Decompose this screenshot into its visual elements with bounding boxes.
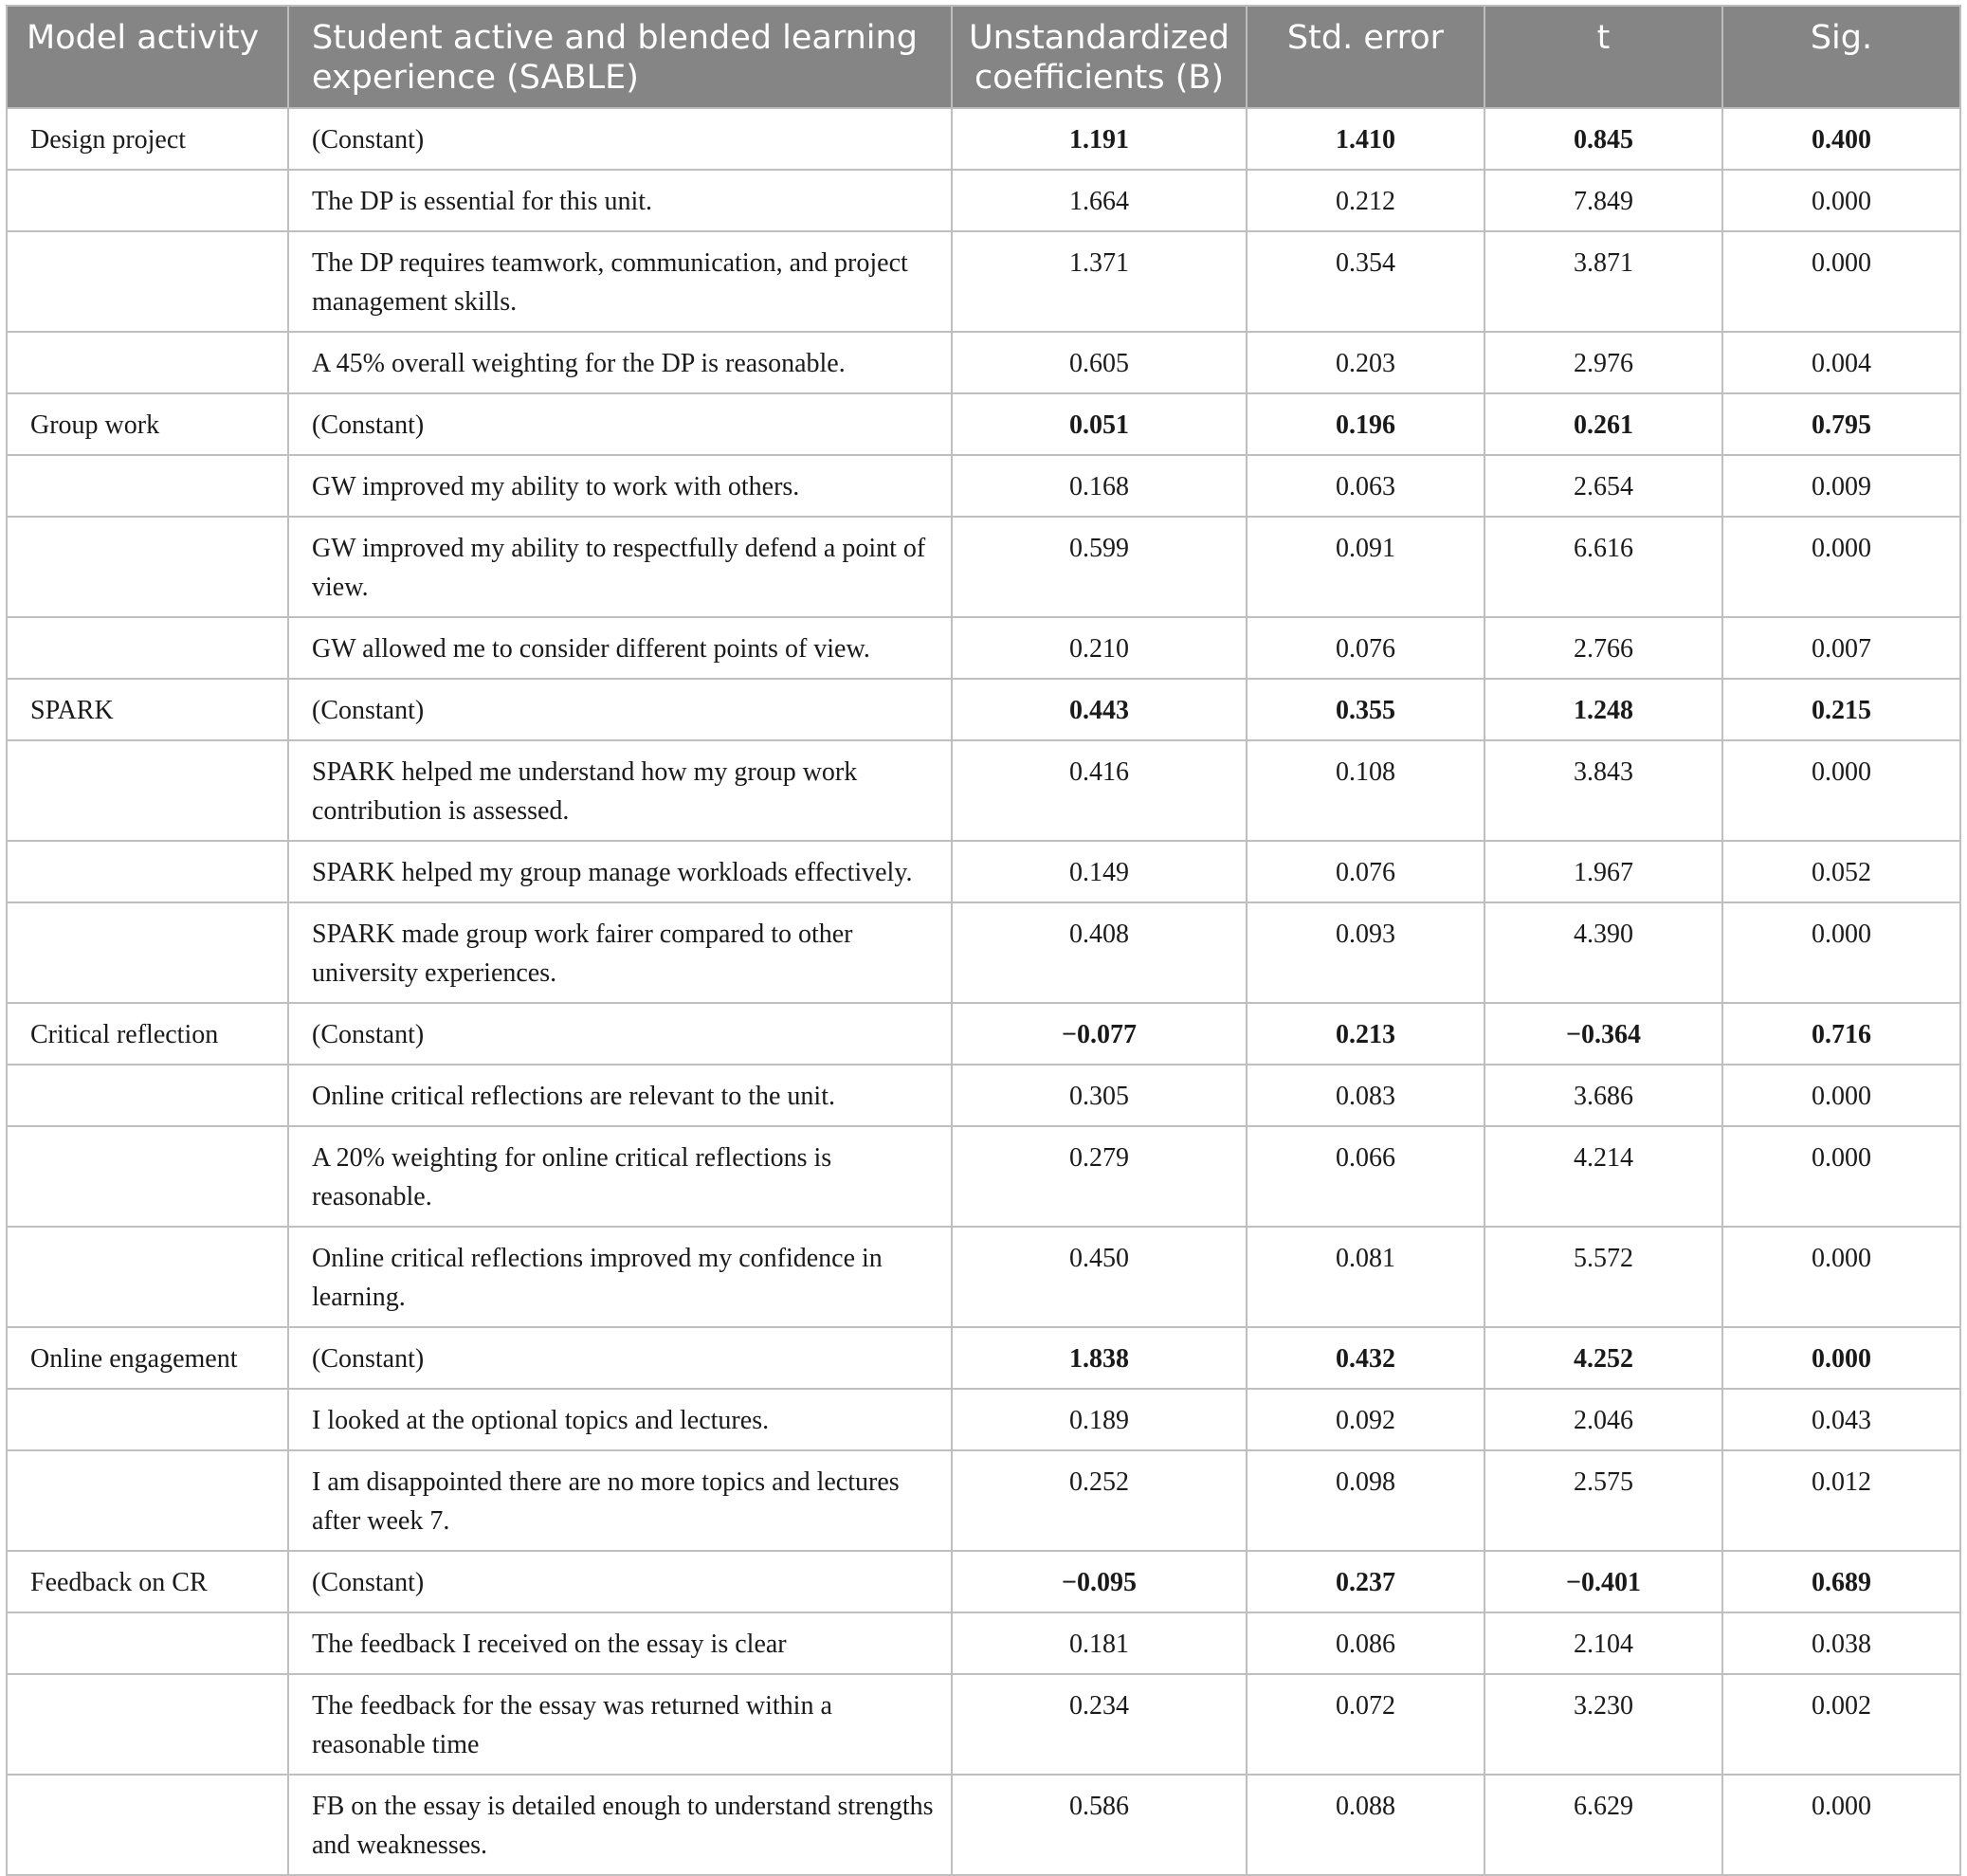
std-error-cell: 0.088 <box>1247 1775 1484 1875</box>
std-error-cell: 0.212 <box>1247 170 1484 231</box>
coefficient-b-cell: 0.252 <box>952 1450 1247 1551</box>
sig-value-cell: 0.000 <box>1722 170 1960 231</box>
sig-value-cell: 0.000 <box>1722 1065 1960 1126</box>
coefficient-b-cell: 0.279 <box>952 1126 1247 1227</box>
coefficient-b-cell: 0.210 <box>952 617 1247 679</box>
table-row <box>7 231 1960 332</box>
model-activity-cell <box>7 170 288 231</box>
sable-item-cell: SPARK helped me understand how my group work contribution is assessed. <box>288 740 952 841</box>
table-row <box>7 455 1960 517</box>
header-t: t <box>1484 6 1722 108</box>
std-error-cell: 0.063 <box>1247 455 1484 517</box>
sable-item-cell: The DP requires teamwork, communication, and project management skills. <box>288 231 952 332</box>
coefficient-b-cell: 0.443 <box>952 679 1247 740</box>
sig-value-cell: 0.002 <box>1722 1674 1960 1775</box>
std-error-cell: 0.108 <box>1247 740 1484 841</box>
coefficient-b-cell: 0.416 <box>952 740 1247 841</box>
std-error-cell: 0.081 <box>1247 1227 1484 1327</box>
t-value-cell: −0.364 <box>1484 1003 1722 1065</box>
std-error-cell: 0.066 <box>1247 1126 1484 1227</box>
model-activity-cell: SPARK <box>7 679 288 740</box>
sable-item-cell: Online critical reflections are relevant to the unit. <box>288 1065 952 1126</box>
regression-table <box>6 5 1961 1876</box>
sig-value-cell: 0.000 <box>1722 1227 1960 1327</box>
std-error-cell: 0.076 <box>1247 841 1484 902</box>
model-activity-cell <box>7 332 288 393</box>
sig-value-cell: 0.000 <box>1722 517 1960 617</box>
t-value-cell: 4.214 <box>1484 1126 1722 1227</box>
std-error-cell: 0.072 <box>1247 1674 1484 1775</box>
model-activity-cell <box>7 841 288 902</box>
coefficient-b-cell: 0.051 <box>952 393 1247 455</box>
sig-value-cell: 0.000 <box>1722 1327 1960 1389</box>
sable-item-cell: (Constant) <box>288 1551 952 1612</box>
sable-item-cell: I looked at the optional topics and lectures. <box>288 1389 952 1450</box>
sig-value-cell: 0.689 <box>1722 1551 1960 1612</box>
std-error-cell: 0.196 <box>1247 393 1484 455</box>
table-row <box>7 1126 1960 1227</box>
coefficient-b-cell: 0.599 <box>952 517 1247 617</box>
table-row <box>7 1450 1960 1551</box>
model-activity-cell: Design project <box>7 108 288 170</box>
table-row <box>7 740 1960 841</box>
sable-item-cell: The feedback for the essay was returned within a reasonable time <box>288 1674 952 1775</box>
table-row <box>7 108 1960 170</box>
coefficient-b-cell: 0.181 <box>952 1612 1247 1674</box>
table-row <box>7 170 1960 231</box>
model-activity-cell <box>7 231 288 332</box>
model-activity-cell <box>7 1126 288 1227</box>
sig-value-cell: 0.052 <box>1722 841 1960 902</box>
std-error-cell: 0.355 <box>1247 679 1484 740</box>
sable-item-cell: FB on the essay is detailed enough to understand strengths and weaknesses. <box>288 1775 952 1875</box>
table-row <box>7 679 1960 740</box>
std-error-cell: 0.237 <box>1247 1551 1484 1612</box>
sig-value-cell: 0.215 <box>1722 679 1960 740</box>
model-activity-cell <box>7 1612 288 1674</box>
coefficient-b-cell: 1.664 <box>952 170 1247 231</box>
sig-value-cell: 0.038 <box>1722 1612 1960 1674</box>
std-error-cell: 0.091 <box>1247 517 1484 617</box>
sable-item-cell: (Constant) <box>288 393 952 455</box>
t-value-cell: 1.967 <box>1484 841 1722 902</box>
coefficient-b-cell: 0.168 <box>952 455 1247 517</box>
coefficient-b-cell: 0.189 <box>952 1389 1247 1450</box>
header-sable: Student active and blended learning experience (SABLE) <box>288 6 952 108</box>
t-value-cell: 3.843 <box>1484 740 1722 841</box>
model-activity-cell: Feedback on CR <box>7 1551 288 1612</box>
table-row <box>7 1551 1960 1612</box>
coefficient-b-cell: −0.095 <box>952 1551 1247 1612</box>
t-value-cell: 4.252 <box>1484 1327 1722 1389</box>
t-value-cell: 6.629 <box>1484 1775 1722 1875</box>
t-value-cell: 6.616 <box>1484 517 1722 617</box>
sig-value-cell: 0.043 <box>1722 1389 1960 1450</box>
t-value-cell: 5.572 <box>1484 1227 1722 1327</box>
std-error-cell: 0.432 <box>1247 1327 1484 1389</box>
coefficient-b-cell: 1.191 <box>952 108 1247 170</box>
model-activity-cell <box>7 1227 288 1327</box>
model-activity-cell <box>7 617 288 679</box>
sable-item-cell: (Constant) <box>288 679 952 740</box>
header-row <box>7 6 1960 108</box>
table-row <box>7 841 1960 902</box>
t-value-cell: 7.849 <box>1484 170 1722 231</box>
model-activity-cell <box>7 1674 288 1775</box>
t-value-cell: 3.686 <box>1484 1065 1722 1126</box>
sig-value-cell: 0.012 <box>1722 1450 1960 1551</box>
t-value-cell: 4.390 <box>1484 902 1722 1003</box>
sable-item-cell: Online critical reflections improved my confidence in learning. <box>288 1227 952 1327</box>
model-activity-cell: Group work <box>7 393 288 455</box>
model-activity-cell <box>7 902 288 1003</box>
coefficient-b-cell: 0.305 <box>952 1065 1247 1126</box>
t-value-cell: 2.766 <box>1484 617 1722 679</box>
sig-value-cell: 0.004 <box>1722 332 1960 393</box>
sig-value-cell: 0.716 <box>1722 1003 1960 1065</box>
sig-value-cell: 0.400 <box>1722 108 1960 170</box>
sable-item-cell: SPARK made group work fairer compared to other university experiences. <box>288 902 952 1003</box>
std-error-cell: 0.354 <box>1247 231 1484 332</box>
model-activity-cell <box>7 1065 288 1126</box>
sable-item-cell: GW improved my ability to respectfully defend a point of view. <box>288 517 952 617</box>
t-value-cell: 2.976 <box>1484 332 1722 393</box>
table-row <box>7 1003 1960 1065</box>
model-activity-cell: Critical reflection <box>7 1003 288 1065</box>
coefficient-b-cell: 0.408 <box>952 902 1247 1003</box>
t-value-cell: 1.248 <box>1484 679 1722 740</box>
table-row <box>7 517 1960 617</box>
table-row <box>7 332 1960 393</box>
table-body <box>7 108 1960 1875</box>
t-value-cell: 2.654 <box>1484 455 1722 517</box>
table-row <box>7 1775 1960 1875</box>
sable-item-cell: GW allowed me to consider different points of view. <box>288 617 952 679</box>
sig-value-cell: 0.000 <box>1722 740 1960 841</box>
header-sig: Sig. <box>1722 6 1960 108</box>
t-value-cell: 0.261 <box>1484 393 1722 455</box>
model-activity-cell: Online engagement <box>7 1327 288 1389</box>
std-error-cell: 0.203 <box>1247 332 1484 393</box>
sig-value-cell: 0.007 <box>1722 617 1960 679</box>
table-row <box>7 902 1960 1003</box>
regression-table-container <box>6 5 1959 1876</box>
model-activity-cell <box>7 1389 288 1450</box>
std-error-cell: 0.098 <box>1247 1450 1484 1551</box>
sig-value-cell: 0.000 <box>1722 1126 1960 1227</box>
sable-item-cell: SPARK helped my group manage workloads effectively. <box>288 841 952 902</box>
t-value-cell: 2.575 <box>1484 1450 1722 1551</box>
model-activity-cell <box>7 1450 288 1551</box>
coefficient-b-cell: −0.077 <box>952 1003 1247 1065</box>
sable-item-cell: The feedback I received on the essay is clear <box>288 1612 952 1674</box>
std-error-cell: 0.092 <box>1247 1389 1484 1450</box>
sig-value-cell: 0.000 <box>1722 902 1960 1003</box>
t-value-cell: 2.104 <box>1484 1612 1722 1674</box>
header-unstandardized-coefficients: Unstandardized coefficients (B) <box>952 6 1247 108</box>
sable-item-cell: (Constant) <box>288 108 952 170</box>
model-activity-cell <box>7 740 288 841</box>
table-row <box>7 393 1960 455</box>
model-activity-cell <box>7 455 288 517</box>
table-row <box>7 1389 1960 1450</box>
sable-item-cell: (Constant) <box>288 1327 952 1389</box>
std-error-cell: 1.410 <box>1247 108 1484 170</box>
sable-item-cell: I am disappointed there are no more topics and lectures after week 7. <box>288 1450 952 1551</box>
table-row <box>7 1612 1960 1674</box>
coefficient-b-cell: 0.234 <box>952 1674 1247 1775</box>
sable-item-cell: A 20% weighting for online critical reflections is reasonable. <box>288 1126 952 1227</box>
coefficient-b-cell: 1.838 <box>952 1327 1247 1389</box>
coefficient-b-cell: 0.149 <box>952 841 1247 902</box>
coefficient-b-cell: 0.450 <box>952 1227 1247 1327</box>
sig-value-cell: 0.000 <box>1722 1775 1960 1875</box>
coefficient-b-cell: 1.371 <box>952 231 1247 332</box>
std-error-cell: 0.083 <box>1247 1065 1484 1126</box>
std-error-cell: 0.086 <box>1247 1612 1484 1674</box>
table-row <box>7 1065 1960 1126</box>
sig-value-cell: 0.795 <box>1722 393 1960 455</box>
header-model-activity: Model activity <box>7 6 288 108</box>
t-value-cell: 3.871 <box>1484 231 1722 332</box>
std-error-cell: 0.213 <box>1247 1003 1484 1065</box>
coefficient-b-cell: 0.586 <box>952 1775 1247 1875</box>
coefficient-b-cell: 0.605 <box>952 332 1247 393</box>
sable-item-cell: GW improved my ability to work with others. <box>288 455 952 517</box>
table-row <box>7 1327 1960 1389</box>
std-error-cell: 0.093 <box>1247 902 1484 1003</box>
sable-item-cell: (Constant) <box>288 1003 952 1065</box>
model-activity-cell <box>7 1775 288 1875</box>
t-value-cell: 3.230 <box>1484 1674 1722 1775</box>
t-value-cell: −0.401 <box>1484 1551 1722 1612</box>
header-std-error: Std. error <box>1247 6 1484 108</box>
sable-item-cell: A 45% overall weighting for the DP is reasonable. <box>288 332 952 393</box>
sig-value-cell: 0.009 <box>1722 455 1960 517</box>
sig-value-cell: 0.000 <box>1722 231 1960 332</box>
table-row <box>7 1674 1960 1775</box>
sable-item-cell: The DP is essential for this unit. <box>288 170 952 231</box>
t-value-cell: 0.845 <box>1484 108 1722 170</box>
table-row <box>7 1227 1960 1327</box>
t-value-cell: 2.046 <box>1484 1389 1722 1450</box>
std-error-cell: 0.076 <box>1247 617 1484 679</box>
model-activity-cell <box>7 517 288 617</box>
table-row <box>7 617 1960 679</box>
